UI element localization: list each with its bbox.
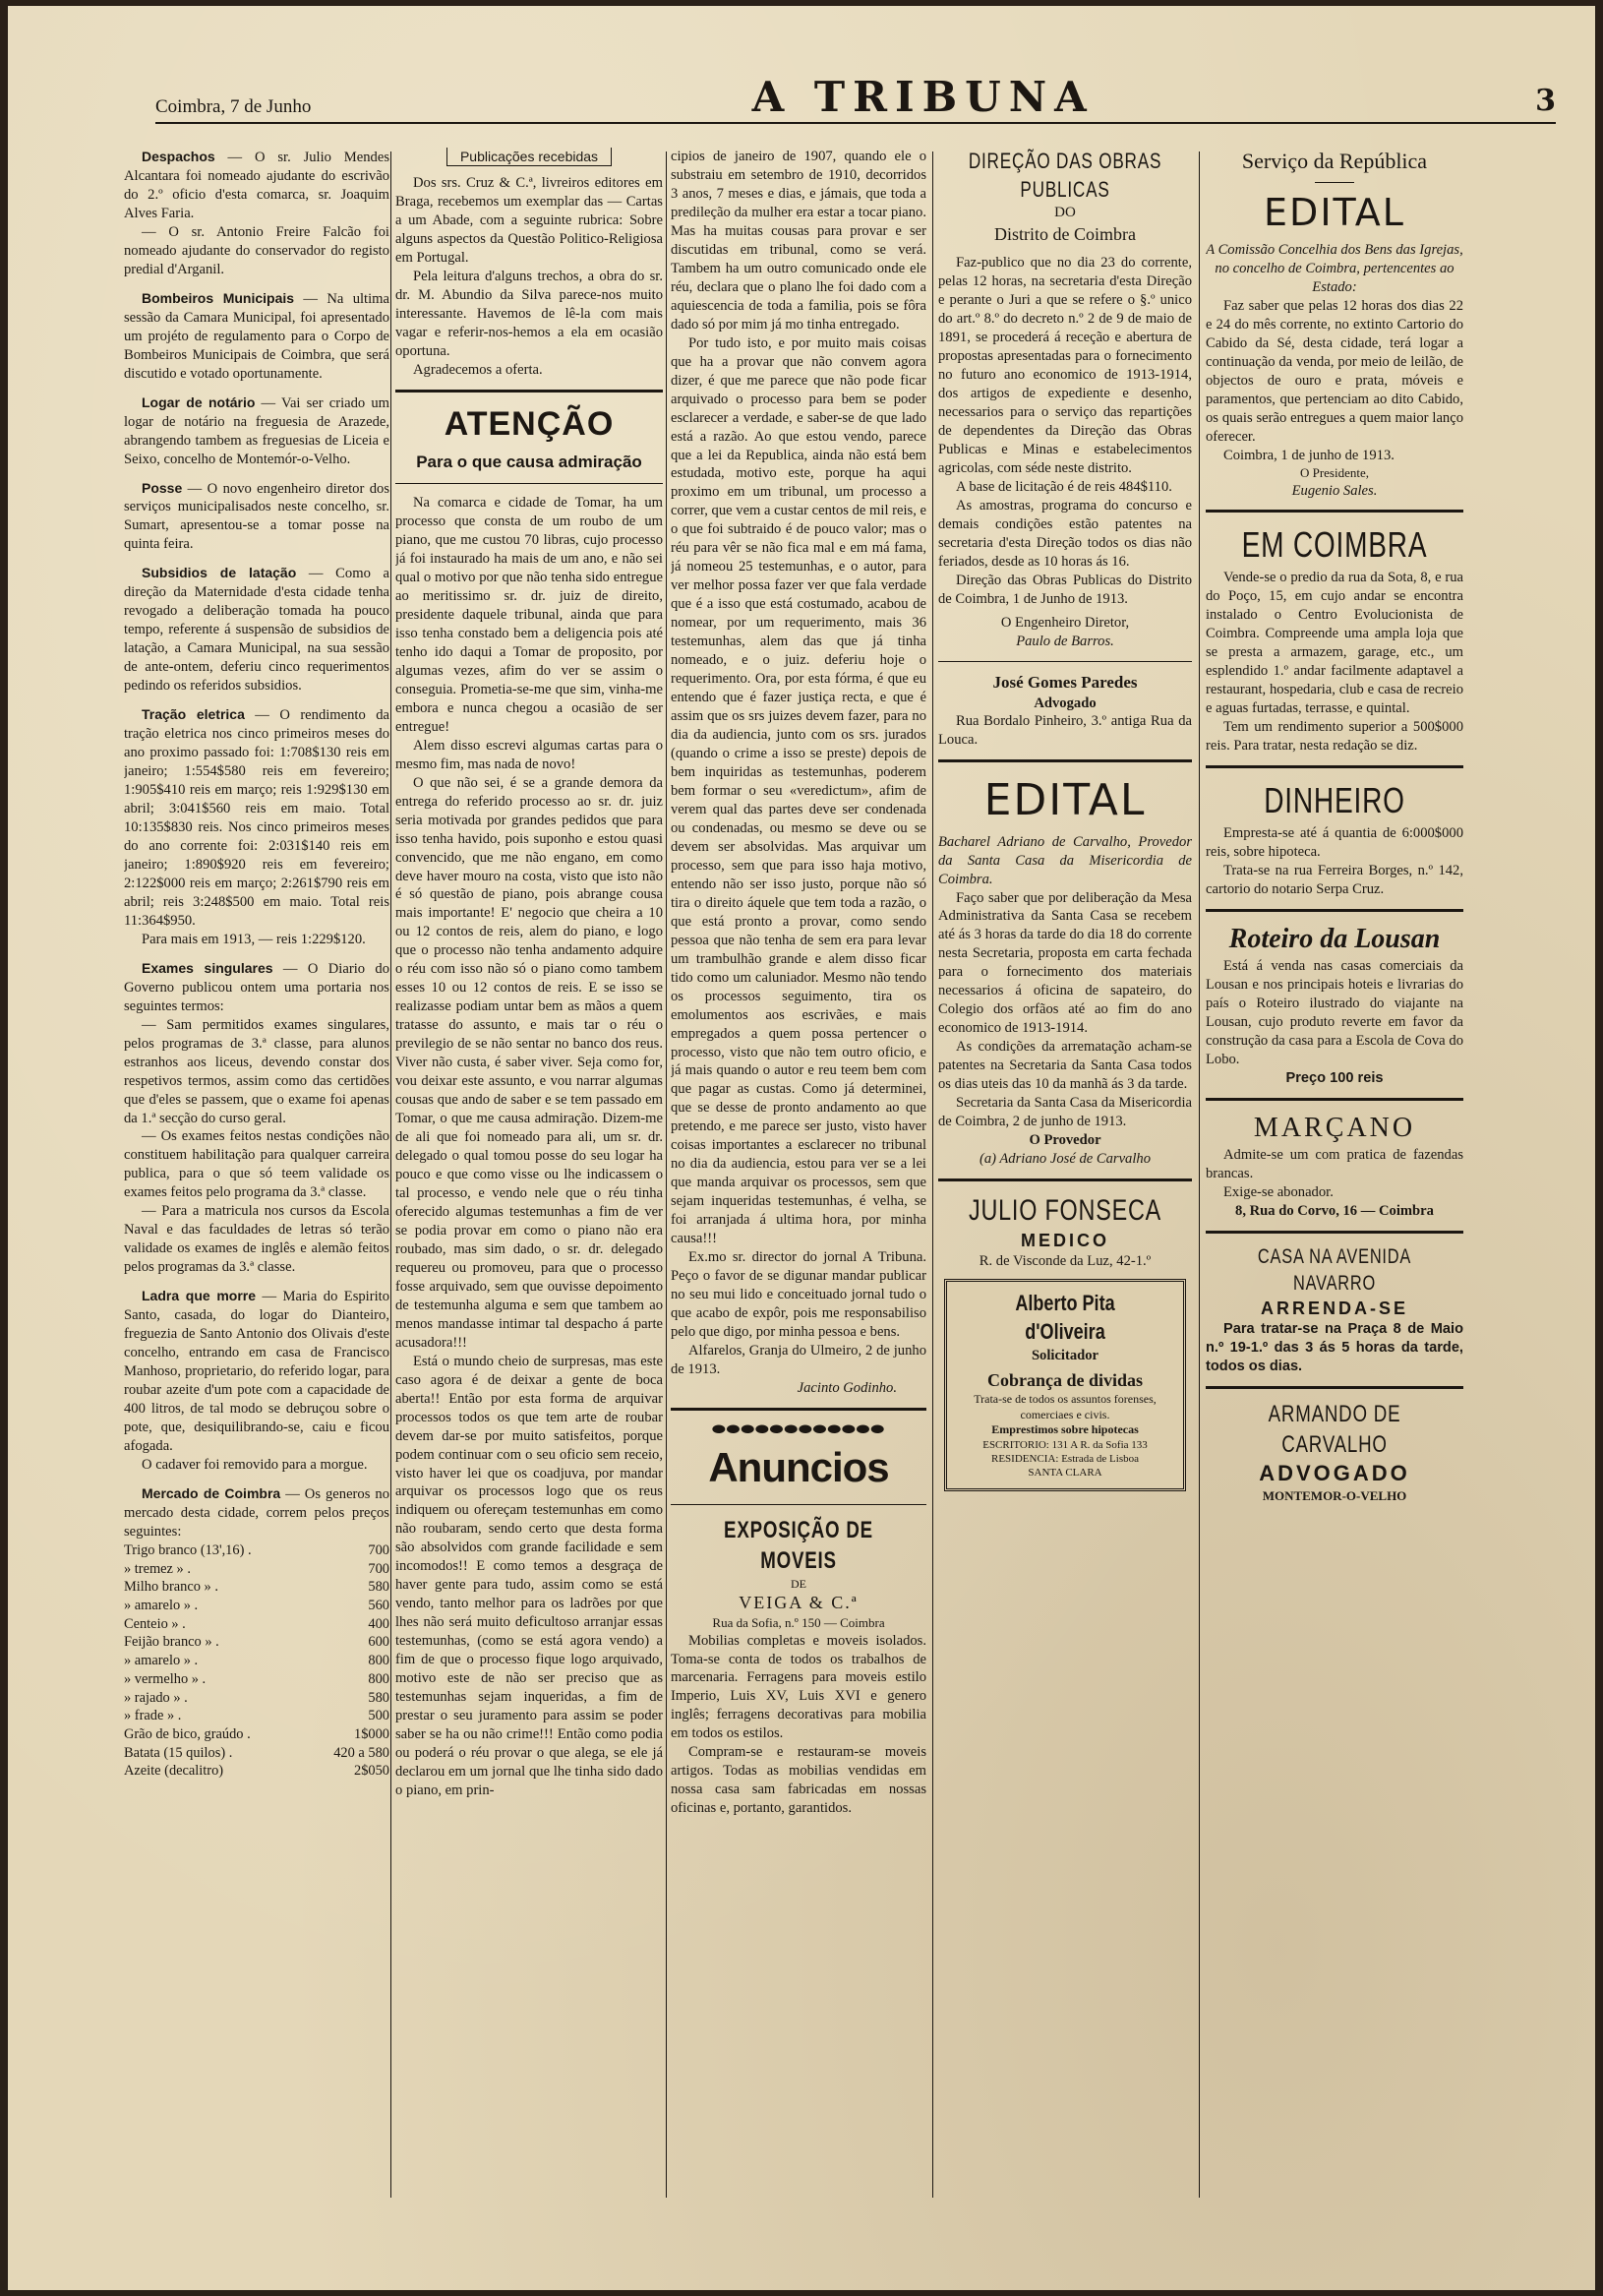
article-title: Despachos — [142, 149, 215, 164]
article-body: — O Diario do Governo publicou ontem uma portaria nos seguintes termos: — [124, 960, 389, 1014]
divider — [1206, 1098, 1463, 1101]
divider — [938, 1178, 1192, 1181]
ad-body: Trata-se na rua Ferreira Borges, n.º 142, cartorio do notario Serpa Cruz. — [1206, 862, 1463, 897]
article-body: Dos srs. Cruz & C.ª, livreiros editores em Braga, recebemos um exemplar das — Cartas a um Abade, com a seguinte rubrica: Sobre alguns aspectos da Questão Politico-Religiosa em Portugal. — [395, 175, 663, 267]
divider — [671, 1504, 926, 1505]
price-list — [124, 1541, 389, 1781]
article-body: — O novo engenheiro diretor dos serviços municipalisados neste concelho, sr. Sumart, apresentou-se a tomar posse na quinta feira. — [124, 480, 389, 553]
price-row — [124, 1652, 389, 1670]
ad-name: Alberto Pita d'Oliveira — [1015, 1291, 1115, 1344]
article-body: — O rendimento da tração eletrica nos cinco primeiros meses do ano proximo passado foi: 1:708$130 reis em janeiro; 1:554$580 reis em fevereiro; 1:905$410 reis em março; reis 1:929$130 em abril; 3:041$560 reis em maio. Total 10:135$830 reis. Nos cinco primeiros meses do ano corrente foi: 2:031$140 reis em janeiro; 1:890$920 reis em fevereiro; 2:122$000 reis em março; 2:261$790 reis em abril; reis 3:248$500 em maio. Total reis 11:364$950. — [124, 707, 389, 929]
marcano-heading: MARÇANO — [1253, 1112, 1416, 1143]
price-value: 580 — [368, 1689, 389, 1706]
notice-body: A base de licitação é de reis 484$110. — [956, 478, 1172, 495]
article-body: — Como a direção da Maternidade d'esta cidade tenha revogado a deliberação tomada ha pouco tempo, referente á suspensão de subsidios de latação, a Camara Municipal, na sua sessão de ante-ontem, deferiu cinco requerimentos pedindo os referidos subsidios. — [124, 566, 389, 695]
column-rule — [666, 151, 667, 2198]
roteiro-heading: Roteiro da Lousan — [1228, 923, 1441, 954]
armando-title: ADVOGADO — [1259, 1461, 1410, 1486]
article-bombeiros — [124, 289, 389, 384]
ad-address: 8, Rua do Corvo, 16 — Coimbra — [1235, 1203, 1434, 1220]
price-row — [124, 1689, 389, 1708]
article-title: Logar de notário — [142, 393, 256, 410]
page-header — [155, 73, 1556, 124]
obras-heading: DIREÇÃO DAS OBRAS PUBLICAS — [968, 149, 1162, 202]
armando-place: MONTEMOR-O-VELHO — [1262, 1487, 1407, 1503]
lawyer-name: José Gomes Paredes — [992, 673, 1138, 693]
article-title: Posse — [142, 479, 183, 496]
decorative-border: ⬬⬬⬬⬬⬬⬬⬬⬬⬬⬬⬬⬬ — [712, 1420, 885, 1438]
signature: Jacinto Godinho. — [797, 1379, 897, 1396]
price-value: 600 — [368, 1634, 389, 1651]
medico-address: R. de Visconde da Luz, 42-1.º — [979, 1253, 1152, 1270]
ad-price: Preço 100 reis — [1285, 1069, 1384, 1086]
edital-signer-title: O Presidente, — [1299, 464, 1370, 480]
price-row — [124, 1615, 389, 1634]
price-item: Centeio » . — [124, 1615, 186, 1632]
article-despachos — [124, 148, 389, 279]
price-item: » amarelo » . — [124, 1597, 199, 1613]
article-posse — [124, 479, 389, 555]
article-body: Alem disso escrevi algumas cartas para o mesmo fim, mas nada de novo! — [395, 737, 663, 772]
article-body: — Para a matricula nos cursos da Escola Naval e das faculdades de letras só terão validade os exames de inglês e alemão feitos pelos programas da 3.ª classe. — [124, 1203, 389, 1276]
article-body: Ex.mo sr. director do jornal A Tribuna. Peço o favor de se digunar mandar publicar no seu mui lido e conceituado jornal tudo o que acabo de expôr, pois me responsabiliso pelo que digo, por minha pessoa e bens. — [671, 1249, 926, 1341]
price-row — [124, 1707, 389, 1725]
column-4 — [938, 148, 1192, 2204]
price-row — [124, 1725, 389, 1744]
article-body: — Sam permitidos exames singulares, pelos programas de 3.ª classe, para alunos estranhos aos liceus, devendo constar dos respetivos termos, assim como das certidões que d'eles se passem, que o exame foi apenas da 1.ª secção do curso geral. — [124, 1016, 389, 1126]
price-item: » amarelo » . — [124, 1653, 199, 1669]
price-item: Batata (15 quilos) . — [124, 1744, 233, 1761]
price-value: 580 — [368, 1579, 389, 1596]
article-body: Agradecemos a oferta. — [413, 361, 543, 378]
price-item: Feijão branco » . — [124, 1634, 219, 1651]
column-1 — [124, 148, 389, 2194]
price-row — [124, 1541, 389, 1560]
ad-text: Trata-se de todos os assuntos forenses, comerciaes e civis. — [974, 1391, 1157, 1421]
edital-intro: Bacharel Adriano de Carvalho, Provedor da Santa Casa da Misericordia de Coimbra. — [938, 833, 1192, 887]
armando-name: ARMANDO DE CARVALHO — [1268, 1400, 1401, 1459]
divider — [1206, 510, 1463, 513]
ad-body: Tem um rendimento superior a 500$000 reis. Para tratar, nesta redação se diz. — [1206, 719, 1463, 754]
edital-signer-title: O Provedor — [1029, 1132, 1101, 1149]
article-body: — Na ultima sessão da Camara Municipal, foi apresentado um projéto de regulamento para o Corpo de Bombeiros Municipais de Coimbra, que será discutido e votado oportunamente. — [124, 290, 389, 382]
divider — [1206, 909, 1463, 912]
article-exames — [124, 959, 389, 1277]
ad-body: Admite-se um com pratica de fazendas brancas. — [1206, 1147, 1463, 1182]
price-value: 700 — [368, 1560, 389, 1577]
ad-role: Solicitador — [1031, 1347, 1099, 1363]
atencao-subheading: Para o que causa admiração — [416, 453, 642, 472]
ad-heading: EXPOSIÇÃO DE MOVEIS — [724, 1517, 873, 1575]
edital-intro: A Comissão Concelhia dos Bens das Igrejas, no concelho de Coimbra, pertencentes ao Estado: — [1206, 241, 1463, 295]
edital-body: As condições da arrematação acham-se patentes na Secretaria da Santa Casa todos os dias uteis das 10 da manhã ás 3 da tarde. — [938, 1039, 1192, 1093]
article-title: Exames singulares — [142, 959, 273, 976]
article-tracao — [124, 705, 389, 949]
price-item: » frade » . — [124, 1708, 182, 1724]
ad-body: Empresta-se até á quantia de 6:000$000 reis, sobre hipoteca. — [1206, 824, 1463, 860]
medico-title: MEDICO — [1021, 1231, 1109, 1251]
article-ladra — [124, 1287, 389, 1475]
atencao-heading: ATENÇÃO — [444, 404, 615, 443]
article-body: Pela leitura d'alguns trechos, a obra do sr. dr. M. Abundio da Silva parece-nos muito interessante. Havemos de lê-la com mais vagar e referir-nos-hemos a ela em ocasião oportuna. — [395, 269, 663, 359]
ad-text: DE — [791, 1576, 806, 1591]
ad-body: Exige-se abonador. — [1223, 1184, 1334, 1201]
notice-body: Direção das Obras Publicas do Distrito de Coimbra, 1 de Junho de 1913. — [938, 572, 1192, 607]
edital-body: Faço saber que por deliberação da Mesa Administrativa da Santa Casa se recebem até ás 3 horas da tarde do dia 18 do corrente nesta Secretaria, proposta em carta fechada para o fornecimento dos materiais necessarios á oficina de sapateiro, do Colegio dos orfãos até ao fim do ano economico de 1913-1914. — [938, 889, 1192, 1037]
price-value: 800 — [368, 1653, 389, 1669]
article-body: — Os generos no mercado desta cidade, correm pelos preços seguintes: — [124, 1485, 389, 1540]
ad-body: Vende-se o predio da rua da Sota, 8, e rua do Poço, 15, em cujo andar se encontra instalado o Centro Evolucionista de Coimbra. Compreende uma ampla loja que se presta a armazem, garage, etc., um esplendido 1.º andar facilmente adaptavel a restaurant, hospedaria, club e casa de recreio e aguas furtadas, terrasse, e quintal. — [1206, 570, 1463, 717]
notice-body: Faz-publico que no dia 23 do corrente, pelas 12 horas, na secretaria d'esta Direção e perante o Juri a que se refere o §.º unico do art.º 8.º do decreto n.º 2 de 9 de maio de 1891, se procederá á receção e abertura de propostas apresentadas para o fornecimento no futuro ano economico de 1913-1914, dos artigos de expediente e desenho, necessarios para o serviço das repartições de dependentes da Direção das Obras Publicas e Minas e estabelecimentos agricolas, com séde neste distrito. — [938, 255, 1192, 476]
divider — [938, 759, 1192, 762]
price-value: 500 — [368, 1708, 389, 1724]
price-item: » rajado » . — [124, 1689, 188, 1706]
column-2 — [395, 148, 663, 2204]
column-rule — [932, 151, 933, 2198]
edital-body: Coimbra, 1 de junho de 1913. — [1223, 447, 1395, 463]
obras-distrito: Distrito de Coimbra — [994, 223, 1136, 244]
column-rule — [1199, 151, 1200, 2198]
casa-subheading: ARRENDA-SE — [1260, 1298, 1408, 1318]
divider — [671, 1408, 926, 1411]
servico-heading: Serviço da República — [1241, 149, 1428, 173]
anuncios-heading: Anuncios — [708, 1443, 889, 1490]
price-item: Grão de bico, graúdo . — [124, 1726, 251, 1742]
ad-address: RESIDENCIA: Estrada de Lisboa — [991, 1453, 1139, 1466]
edital-body: Secretaria da Santa Casa da Misericordia de Coimbra, 2 de junho de 1913. — [938, 1095, 1192, 1130]
casa-heading: CASA NA AVENIDA NAVARRO — [1257, 1245, 1412, 1296]
coimbra-heading: EM COIMBRA — [1241, 524, 1428, 566]
column-3 — [671, 148, 926, 2204]
ad-body: Para tratar-se na Praça 8 de Maio n.º 19-1.º das 3 ás 5 horas da tarde, todos os dias. — [1206, 1321, 1463, 1374]
edital-signer: Eugenio Sales. — [1291, 482, 1378, 499]
article-title: Subsidios de latação — [142, 565, 297, 581]
ad-heading: Cobrança de dividas — [986, 1369, 1144, 1390]
price-value: 420 a 580 — [333, 1744, 389, 1761]
header-date: Coimbra, 7 de Junho — [155, 96, 312, 117]
price-item: Azeite (decalitro) — [124, 1763, 224, 1780]
article-body: Na comarca e cidade de Tomar, ha um processo que consta de um roubo de um piano, que me custou 70 libras, cujo processo já foi instaurado ha mais de um ano, e não sei qual o motivo por que não tenha sido entregue ao meritissimo sr. dr. juiz de direito, presidente daquele tribunal, ainda que para isso tenha constado bem a deligencia pois até tenho ido daqui a Tomar de proposito, por algumas vezes, afim do ver se assim o conseguia. Prometia-se-me que sim, vinha-me embora e nunca chegou a ocasião de ser entregue! — [395, 495, 663, 735]
price-value: 800 — [368, 1670, 389, 1687]
price-row — [124, 1633, 389, 1652]
divider — [1206, 765, 1463, 768]
solicitador-ad — [944, 1279, 1186, 1490]
divider — [938, 661, 1192, 662]
dinheiro-heading: DINHEIRO — [1264, 779, 1405, 820]
article-body: O que não sei, é se a grande demora da entrega do referido processo ao sr. dr. juiz seria motivada por grandes pedidos que para isso tenha havido, pois suponho e estou quasi convencido, que me não engano, em como deve haver mouro na costa, visto que isto não é só questão de piano, pois abrange cousa mais importante! E' negocio que cheira a 10 ou 12 contos de reis, alem do piano, e logo que o processo não tenha andamento adquire o réu com isso não só o piano como tambem esses 10 ou 12 contos de reis. E se isso se realizasse podiam untar bem as mãos a quem tratasse do assunto, e mais tar o réu o previlegio de se não sentar no banco dos reus. Viver não custa, é saber viver. Seja como for, vou deixar este assunto, e vou narrar algumas cousas que ando de saber e se tem passado em Tomar, o que me causa admiração. Dizem-me de ali que foi nomeado para ali, um sr. dr. delegado o qual tomou posse do seu logar ha pouco e que como visse ou lhe indicassem o tal processo, e vendo nele que o réu tinha oferecido algumas testemunhas a fim de ver se podia provar em como o piano não era roubado, mas sim dado, o sr. dr. delegado requereu ou promoveu, para que o processo fosse arquivado, sem que ouvisse depoimento de testemunha alguma e sem que tambem ao menos mandasse intimar tal despacho á parte acusadora!!! — [395, 774, 663, 1351]
page-number: 3 — [1535, 84, 1556, 118]
ad-text: Emprestimos sobre hipotecas — [991, 1422, 1139, 1437]
notice-body: As amostras, programa do concurso e demais condições estão patentes na secretaria d'esta Direção todos os dias não feriados, desde as 10 horas ás 16. — [938, 497, 1192, 570]
article-latacao — [124, 564, 389, 695]
article-body: Por tudo isto, e por muito mais coisas que ha a provar que não convem agora dizer, é que me parece que não pode ficar arquivado o processo para bem se poder esclarecer a verdade, e saber-se de que lado está a razão. Ao que estou vendo, parece que a lei da Republica, ainda não está bem estudada, motivo este, porque ha aqui proximo em um tribunal, um processo a correr, que vem a custar centos de mil reis, e o que foi subtraido é de pouco valor; mas o réu para vêr se não fica mal e em má fama, já nomeou 25 testemunhas, e o autor, para ver melhor possa fazer ver que fala verdade que é a isso que está costumado, acabou de nomear, por um requerimento, mais 36 testemunhas, alem das que já tinha nomeado, e o juiz. deferiu hoje o requerimento. Ora, por esta fórma, é que eu entendo que é fazer justiça recta, e que é assim que os srs juizes devem fazer, para no dia da audiencia, junto com os srs. jurados (quando o crime a isso se preste) depois de bem inquiridas as testemunhas, poderem bem formar o seu «veredictum», afim de verem qual das partes deve ser condenada ou condenadas, ou mesmo se deve ou se devem ser absolvidas. Mas arquivar um processo, sem que para isso haja motivo, entendo não ser isso justo, porque não só tira o direito áquele que tem toda a razão, o que está pronto a provar, como sendo pessoa que não tenha de sem era para levar um trambulhão grande e alem disso ficar tido como um caluniador. Mesmo não tendo os processos seguimento, tira os emolumentos aos escrivães, e mais empregados a quem possa pertencer o processo, visto que não tem outro oficio, e já mais quando o autor e reu teem bem com que pagar as custas. Como já determinei, que se desse de pronto andamento ao que pretendo, e me parece ser justo, visto haver coisas importantes a esclarecer no tribunal no dia da audiencia, estou para ver se a lei que manda arquivar os processos, sem que sejam inqueridas testemunhas, é velha, se foi arranjada á ultima hora, por minha causa!!! — [671, 334, 926, 1247]
ad-body: Compram-se e restauram-se moveis artigos. Todas as mobilias vendidas em nossa casa sam fabricadas em nossas oficinas e, portanto, garantidos. — [671, 1744, 926, 1817]
ad-body: Está á venda nas casas comerciais da Lousan e nos principais hoteis e livrarias do país o Roteiro ilustrado do viajante na Lousan, cujo produto reverte em favor da construção da casa para a Escola de Cova do Lobo. — [1206, 958, 1463, 1067]
ad-firm: VEIGA & C.ª — [739, 1593, 859, 1613]
section-heading: Publicações recebidas — [446, 148, 613, 166]
price-value: 700 — [368, 1541, 389, 1558]
masthead-title: A TRIBUNA — [751, 73, 1095, 121]
medico-name: JULIO FONSECA — [968, 1194, 1162, 1228]
article-body: — Vai ser criado um logar de notário na freguesia de Arazede, abrangendo tambem as freguesias de Liceia e Seixo, concelho de Montemór-o-Velho. — [124, 394, 389, 467]
article-title: Tração eletrica — [142, 706, 245, 723]
price-value: 400 — [368, 1615, 389, 1632]
price-item: » tremez » . — [124, 1560, 191, 1577]
article-body: — Maria do Espirito Santo, casada, do logar do Dianteiro, freguezia de Santo Antonio dos Olivais d'este concelho, entrando em casa de Francisco Manhoso, proprietario, do referido logar, para roubar azeite d'um pote com a capacidade de 400 litros, de tal modo se debruçou sobre o pote, que, desiquilibrando-se, caiu e ficou afogada. — [124, 1289, 389, 1454]
price-value: 560 — [368, 1597, 389, 1613]
price-row — [124, 1670, 389, 1689]
price-item: » vermelho » . — [124, 1670, 207, 1687]
article-body: Para mais em 1913, — reis 1:229$120. — [142, 931, 366, 947]
lawyer-title: Advogado — [1034, 695, 1097, 711]
lawyer-address: Rua Bordalo Pinheiro, 3.º antiga Rua da Louca. — [938, 713, 1192, 749]
ad-address: ESCRITORIO: 131 A R. da Sofia 133 — [982, 1438, 1148, 1451]
edital-heading: EDITAL — [983, 775, 1147, 826]
divider — [1315, 182, 1354, 183]
divider — [1206, 1231, 1463, 1234]
price-item: Milho branco » . — [124, 1579, 218, 1596]
ad-body: Mobilias completas e moveis isolados. Toma-se conta de todos os trabalhos de marcenaria. Ferragens para moveis estilo Imperio, Luis XV, Luis XVI e genero inglês; ferragens decorativas para mobilia em todos os estilos. — [671, 1632, 926, 1742]
column-rule — [390, 151, 391, 2198]
price-row — [124, 1744, 389, 1763]
price-value: 1$000 — [354, 1726, 389, 1742]
price-value: 2$050 — [354, 1763, 389, 1780]
price-row — [124, 1578, 389, 1597]
article-body: Está o mundo cheio de surpresas, mas este caso agora é de deixar a gente de boca aberta!! Então por esta forma de arquivar processos todos os que tem arte de roubar devem dar-se por muito satisfeitos, porque podem continuar com o seu oficio sem receio, visto haver lei que os coadjuva, por mandar arquivar os processos logo que os reus indiquem ou ofereçam testemunhas em como não roubaram, sendo certo que desta forma são absolvidos com grande facilidade e sem incomodos!! E como temos a desgraça de haver gente para tudo, assim como se está vendo, tanto melhor para os ladrões por que lhes não será muito deficultoso arranjar essas testemunhas, (como se está agora vendo) a fim de que o processo fique logo arquivado, motivo este de não ser preciso que as testemunhas sejam inqueridas, a fim de prestar o seu juramento para assim se poder saber se ha ou não crime!!! Então como podia ou poderá o réu provar o que alega, se ele já declarou em um jornal que lhe tinha sido dado o piano, em prin- — [395, 1353, 663, 1798]
article-notario — [124, 393, 389, 469]
article-body: O cadaver foi removido para a morgue. — [142, 1456, 368, 1473]
divider — [1206, 1386, 1463, 1389]
notice-signer: Paulo de Barros. — [1016, 634, 1114, 650]
article-body: — O sr. Julio Mendes Alcantara foi nomeado ajudante do escrivão do 2.º oficio d'esta comarca, sr. Joaquim Alves Faria. — [124, 150, 389, 221]
price-row — [124, 1560, 389, 1579]
article-mercado — [124, 1484, 389, 1781]
price-row — [124, 1597, 389, 1615]
edital-signer: (a) Adriano José de Carvalho — [979, 1151, 1152, 1168]
column-5 — [1206, 148, 1463, 2204]
article-title: Bombeiros Municipais — [142, 289, 295, 306]
price-item: Trigo branco (13',16) . — [124, 1541, 252, 1558]
newspaper-page — [8, 6, 1595, 2290]
ad-address: Rua da Sofia, n.º 150 — Coimbra — [712, 1614, 885, 1630]
edital-body: Faz saber que pelas 12 horas dos dias 22 e 24 do mês corrente, no extinto Cartorio do Cabido da Sé, desta cidade, terá logar a continuação da venda, por meio de leilão, de objectos de ouro e prata, móveis e paramentos, que pertenciam ao dito Cabido, os quais serão entregues a quem maior lanço oferecer. — [1206, 297, 1463, 445]
article-title: Mercado de Coimbra — [142, 1484, 281, 1501]
article-title: Ladra que morre — [142, 1288, 257, 1304]
ad-address: SANTA CLARA — [1028, 1467, 1102, 1480]
article-body: — Os exames feitos nestas condições não constituem habilitação para qualquer carreira publica, para o que só teem validade os exames feitos pelo programa da 3.ª classe. — [124, 1128, 389, 1201]
obras-do: DO — [1054, 205, 1076, 221]
price-row — [124, 1762, 389, 1781]
divider — [395, 390, 663, 393]
article-body: — O sr. Antonio Freire Falcão foi nomeado ajudante do conservador do registo predial d'Arganil. — [124, 223, 389, 277]
article-body: cipios de janeiro de 1907, quando ele o substraiu em setembro de 1910, decorridos 3 anos, 7 meses e dias, e jámais, que toda a predileção da mulher era estar a tocar piano. Mas ha muitas cousas para provar e ser discutidas em tribunal, como se verá. Tambem ha um outro comunicado onde ele réu, declara que o plano lhe foi dado com a aquiescencia de toda a familia, pois se fôra dado só por mim já mo tinha entregado. — [671, 149, 926, 332]
article-body: Alfarelos, Granja do Ulmeiro, 2 de junho de 1913. — [671, 1343, 926, 1377]
divider — [395, 483, 663, 484]
edital-heading: EDITAL — [1264, 190, 1405, 234]
notice-signer-title: O Engenheiro Diretor, — [1000, 615, 1130, 632]
